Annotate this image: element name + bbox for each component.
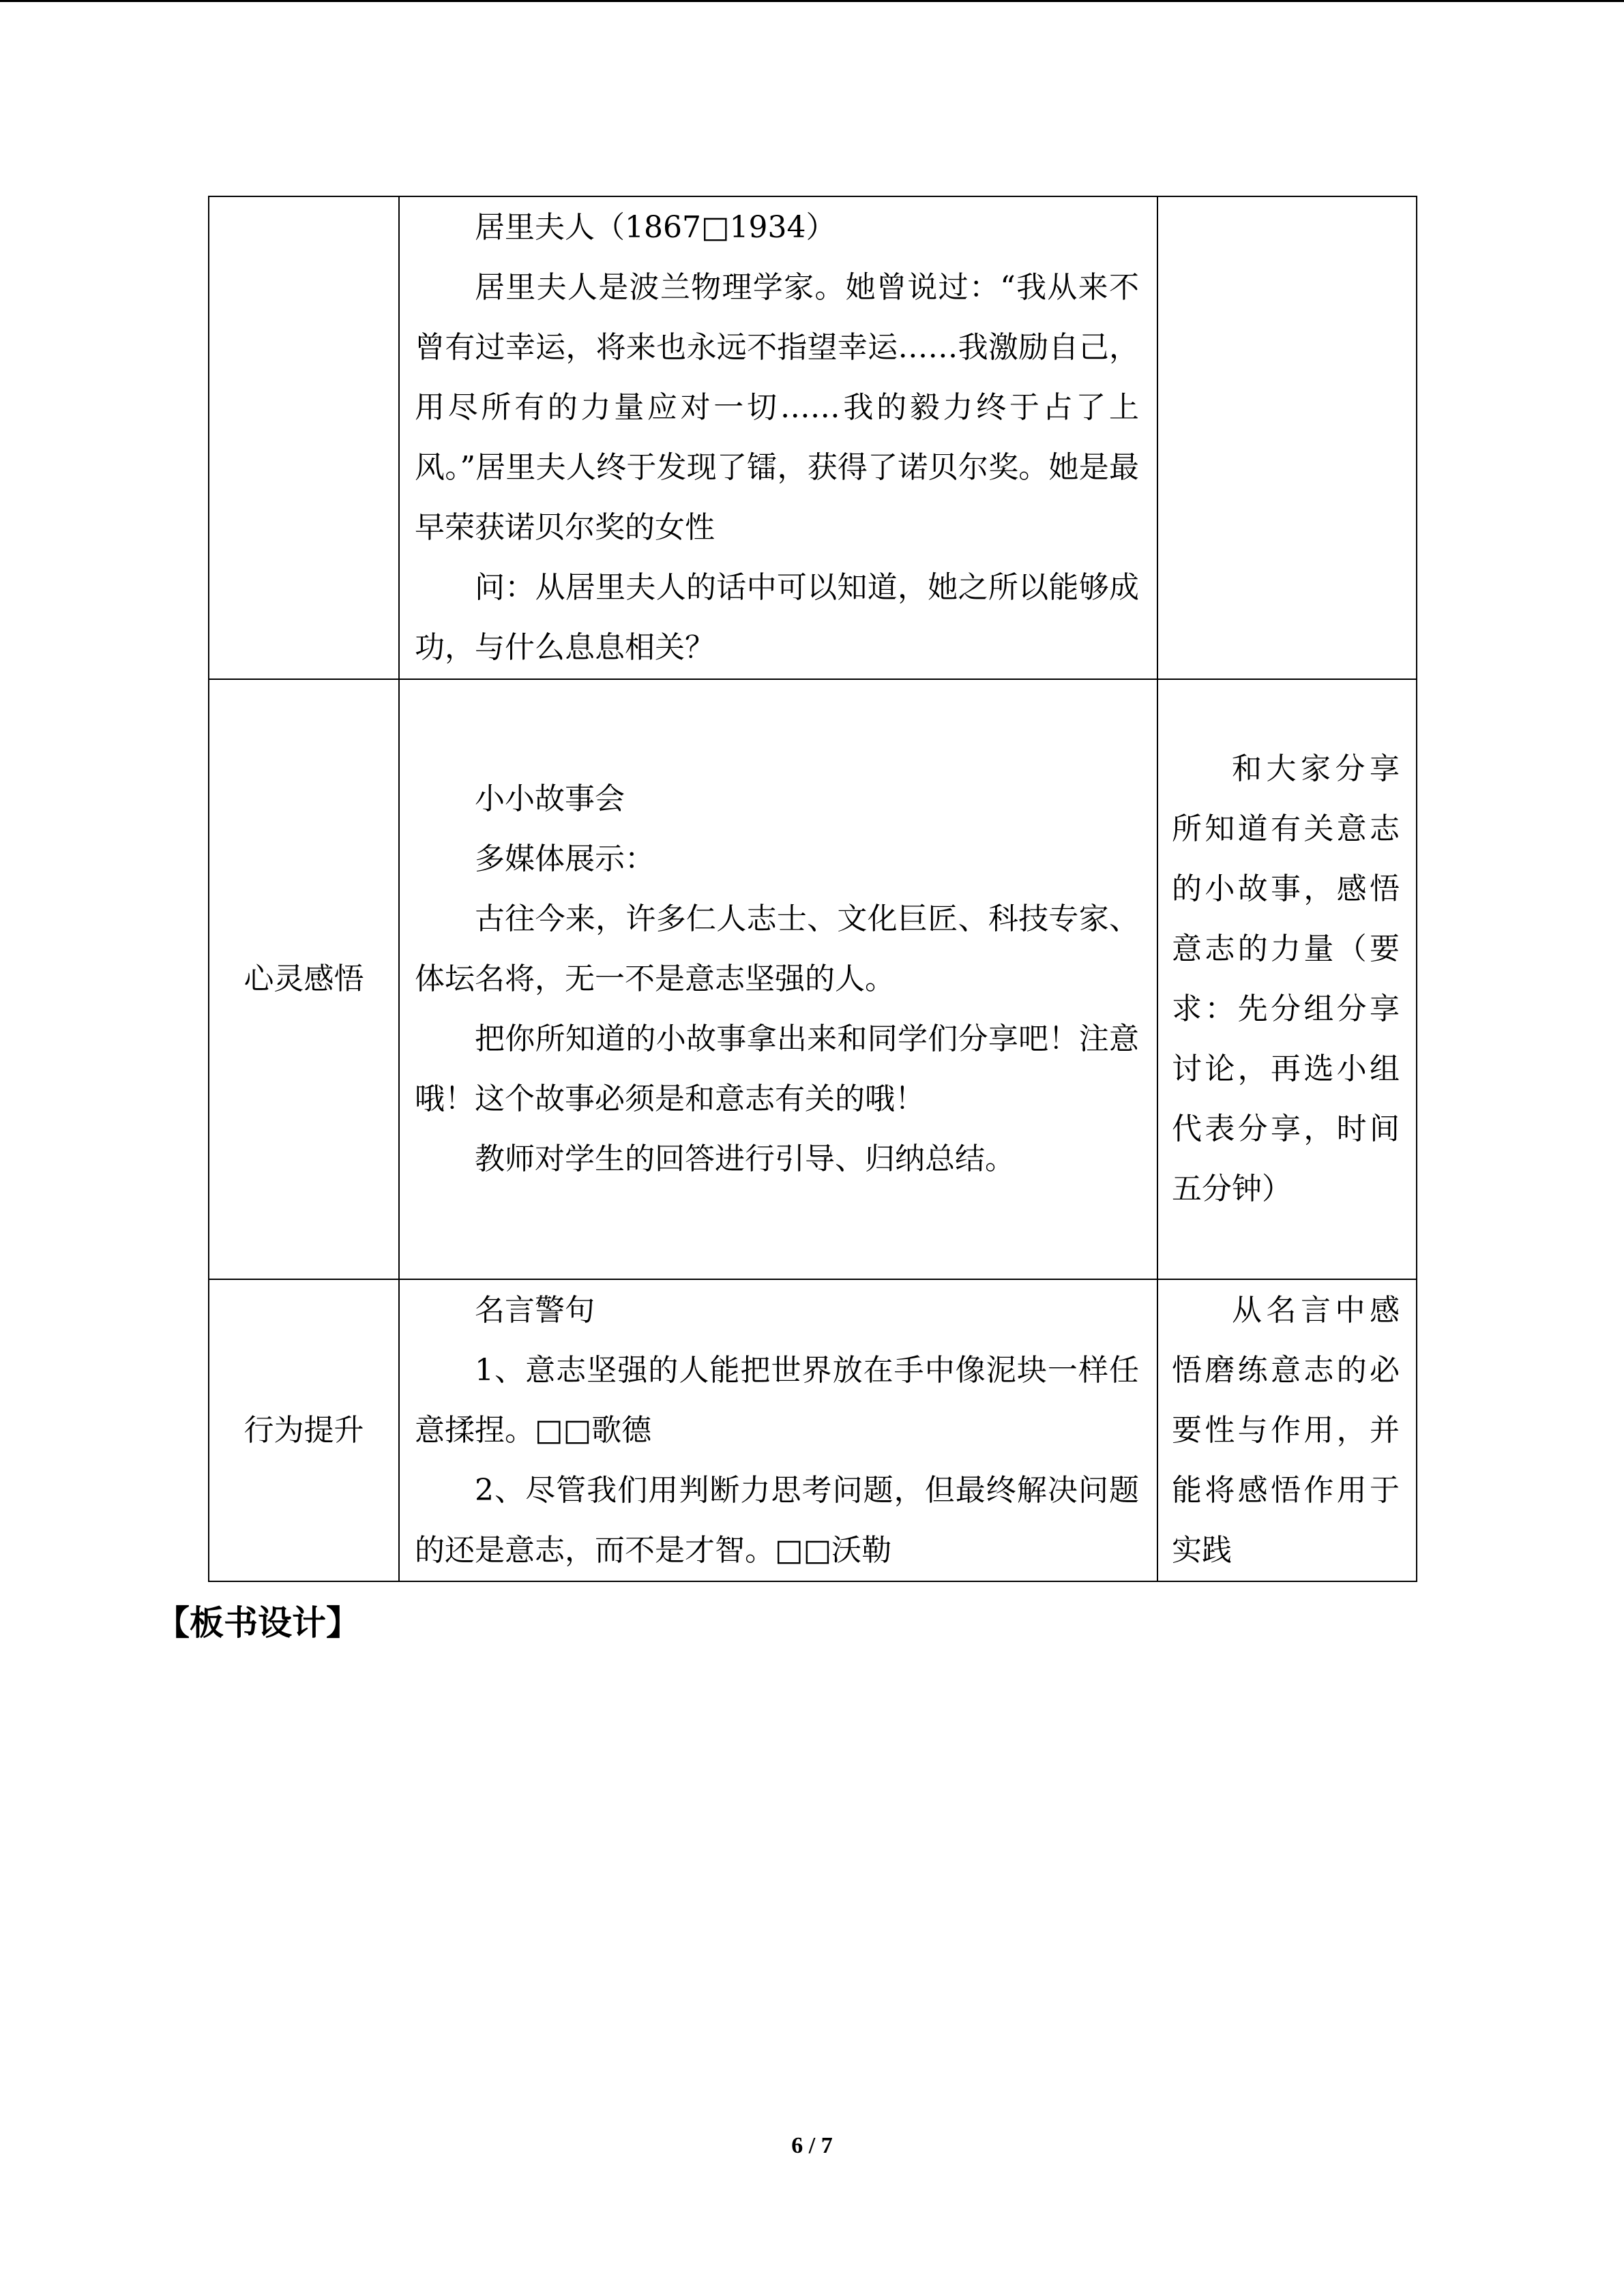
quotes-title: 名言警句 xyxy=(475,1292,595,1328)
story-session-title: 小小故事会 xyxy=(475,781,625,816)
row-label-cell: 行为提升 xyxy=(209,1279,399,1581)
top-border-line xyxy=(0,0,1624,2)
row-activity-cell xyxy=(1157,196,1417,679)
quote-waller: 2、尽管我们用判断力思考问题，但最终解决问题的还是意志，而不是才智。□□沃勒 xyxy=(415,1472,1139,1568)
row-activity-cell xyxy=(1157,679,1417,1279)
story-intro-paragraph: 古往今来，许多仁人志士、文化巨匠、科技专家、体坛名将，无一不是意志坚强的人。 xyxy=(415,901,1139,996)
teacher-summary-paragraph: 教师对学生的回答进行引导、归纳总结。 xyxy=(475,1142,1015,1176)
curie-title: 居里夫人（1867□1934） xyxy=(475,210,836,245)
row-content-cell xyxy=(399,679,1157,1279)
table-row xyxy=(209,679,1417,1279)
row-content-cell xyxy=(399,1279,1157,1581)
section-heading: 【板书设计】 xyxy=(156,1603,360,1643)
multimedia-label: 多媒体展示： xyxy=(475,841,655,876)
table-row xyxy=(209,196,1417,679)
story-share-paragraph: 把你所知道的小故事拿出来和同学们分享吧！注意哦！这个故事必须是和意志有关的哦！ xyxy=(415,1022,1139,1116)
curie-quote-paragraph: 居里夫人是波兰物理学家。她曾说过：“我从来不曾有过幸运，将来也永远不指望幸运……我激励自己，用尽所有的力量应对一切……我的毅力终于占了上风。”居里夫人终于发现了镭，获得了诺贝尔奖。她是最早荣获诺贝尔奖的女性 xyxy=(415,270,1139,545)
activity-text: 从名言中感悟磨练意志的必要性与作用，并能将感悟作用于实践 xyxy=(1172,1292,1400,1568)
curie-question: 问：从居里夫人的话中可以知道，她之所以能够成功，与什么息息相关？ xyxy=(415,570,1139,665)
row-activity-cell xyxy=(1157,1279,1417,1581)
lesson-plan-table xyxy=(208,196,1417,1582)
quote-goethe: 1、意志坚强的人能把世界放在手中像泥块一样任意揉捏。□□歌德 xyxy=(415,1352,1139,1448)
page-number: 6 / 7 xyxy=(791,2133,833,2158)
row-content-cell xyxy=(399,196,1157,679)
table-row xyxy=(209,1279,1417,1581)
row-label-cell: 心灵感悟 xyxy=(209,679,399,1279)
row-label-cell xyxy=(209,196,399,679)
activity-text: 和大家分享所知道有关意志的小故事，感悟意志的力量（要求：先分组分享讨论，再选小组代表分享，时间五分钟） xyxy=(1172,751,1400,1206)
